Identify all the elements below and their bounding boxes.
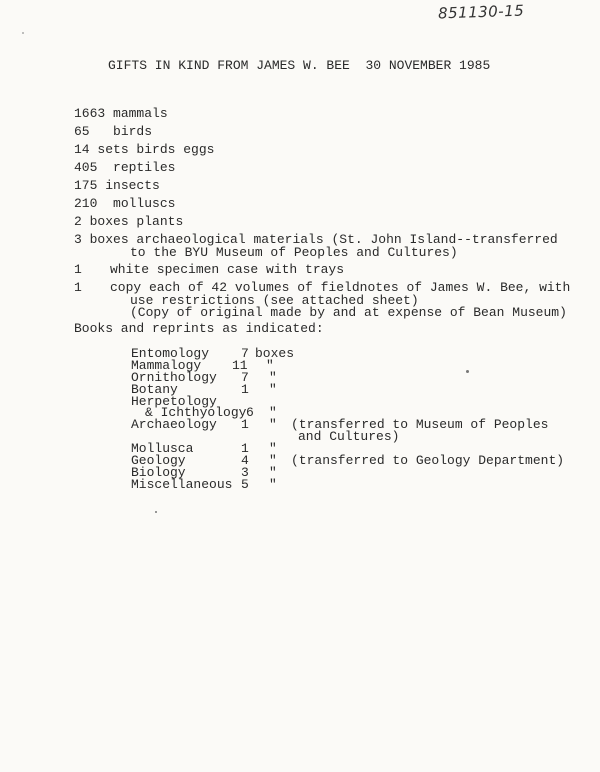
book-subject: Ornithology — [131, 370, 217, 385]
item-bird-eggs: 14 sets birds eggs — [74, 142, 215, 157]
fieldnotes-line1: copy each of 42 volumes of fieldnotes of James W. Bee, with — [110, 280, 571, 295]
book-qty: 7 — [241, 370, 249, 385]
book-note: and Cultures) — [298, 429, 400, 444]
book-qty: 1 — [241, 417, 249, 432]
book-unit: " — [269, 405, 277, 420]
book-qty: 7 — [241, 346, 249, 361]
scan-speck — [22, 32, 24, 34]
book-unit: " — [269, 453, 277, 468]
book-subject: Miscellaneous — [131, 477, 233, 492]
book-unit: " — [269, 441, 277, 456]
item-archaeological: 3 boxes archaeological materials (St. John Island--transferred — [74, 232, 558, 247]
item-mammals: 1663 mammals — [74, 106, 168, 121]
book-unit: " — [269, 417, 277, 432]
book-unit: " — [269, 370, 277, 385]
book-subject: Entomology — [131, 346, 210, 361]
item-plants: 2 boxes plants — [74, 214, 184, 229]
book-subject: Mammalogy — [131, 358, 202, 373]
fieldnotes-qty: 1 — [74, 280, 82, 295]
fieldnotes-line2: use restrictions (see attached sheet) — [130, 293, 419, 308]
item-molluscs: 210 molluscs — [74, 196, 176, 211]
accession-number: 851130-15 — [437, 1, 525, 23]
book-subject: Mollusca — [131, 441, 194, 456]
book-unit: boxes — [255, 346, 295, 361]
book-subject: & Ichthyology — [145, 405, 247, 420]
specimen-case-qty: 1 — [74, 262, 82, 277]
book-subject: Archaeology — [131, 417, 217, 432]
book-unit: " — [269, 382, 277, 397]
books-heading: Books and reprints as indicated: — [74, 321, 324, 336]
book-unit: " — [269, 477, 277, 492]
book-subject: Botany — [131, 382, 178, 397]
book-qty: 3 — [241, 465, 249, 480]
book-note: (transferred to Museum of Peoples — [291, 417, 549, 432]
book-subject: Geology — [131, 453, 186, 468]
book-note: (transferred to Geology Department) — [291, 453, 565, 468]
item-archaeological-cont: to the BYU Museum of Peoples and Cultures) — [130, 245, 458, 260]
book-qty: 5 — [241, 477, 249, 492]
item-insects: 175 insects — [74, 178, 160, 193]
book-qty: 1 — [241, 382, 249, 397]
book-subject: Herpetology — [131, 394, 217, 409]
book-qty: 6 — [246, 405, 254, 420]
item-birds: 65 birds — [74, 124, 153, 139]
item-reptiles: 405 reptiles — [74, 160, 176, 175]
fieldnotes-line3: (Copy of original made by and at expense of Bean Museum) — [130, 305, 567, 320]
book-qty: 1 — [241, 441, 249, 456]
document-title: GIFTS IN KIND FROM JAMES W. BEE 30 NOVEMBER 1985 — [108, 58, 491, 73]
book-qty: 4 — [241, 453, 249, 468]
scan-speck — [466, 370, 469, 373]
book-subject: Biology — [131, 465, 186, 480]
scan-speck — [155, 511, 157, 513]
specimen-case-text: white specimen case with trays — [110, 262, 345, 277]
book-unit: " — [269, 465, 277, 480]
book-qty: 11 — [232, 358, 248, 373]
book-unit: " — [266, 358, 274, 373]
